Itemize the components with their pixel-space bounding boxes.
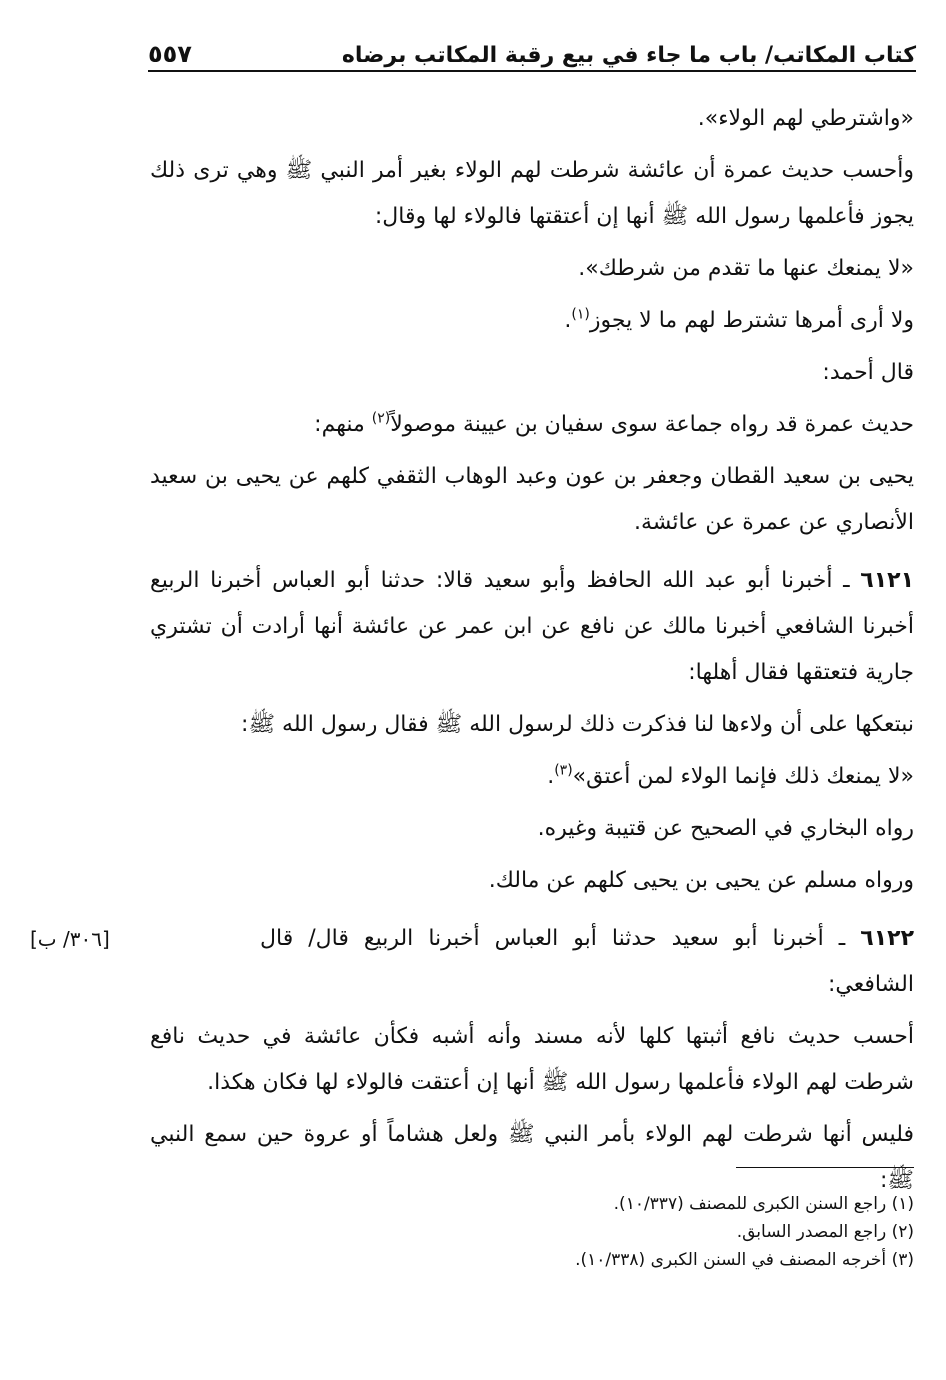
chapter-title: كتاب المكاتب/ باب ما جاء في بيع رقبة المكاتب برضاه xyxy=(341,43,916,68)
page-number: ٥٥٧ xyxy=(148,40,192,68)
paragraph: ورواه مسلم عن يحيى بن يحيى كلهم عن مالك. xyxy=(488,868,914,893)
paragraph: «واشترطي لهم الولاء». xyxy=(697,106,914,131)
paragraph: نبتعكها على أن ولاءها لنا فذكرت ذلك لرسول الله ﷺ فقال رسول الله ﷺ: xyxy=(241,712,914,737)
hadith-number: ٦١٢١ xyxy=(860,568,914,593)
paragraph: رواه البخاري في الصحيح عن قتيبة وغيره. xyxy=(537,816,914,841)
paragraph: ولا أرى أمرها تشترط لهم ما لا يجوز$^{(١)}$. xyxy=(564,306,914,333)
main-text xyxy=(30,96,914,1210)
footnote-ref: (١) xyxy=(571,306,590,323)
paragraph: أحسب حديث نافع أثبتها كلها لأنه مسند وأنه أشبه فكأن عائشة في حديث نافع شرطت لهم الولاء فأعلمها رسول الله ﷺ أنها إن أعتقت فالولاء لها فكان هكذا. xyxy=(150,1024,914,1095)
footnote-divider xyxy=(736,1167,914,1168)
paragraph: يحيى بن سعيد القطان وجعفر بن عون وعبد الوهاب الثقفي كلهم عن يحيى بن سعيد الأنصاري عن عمرة عن عائشة. xyxy=(150,464,914,535)
paragraph: وأحسب حديث عمرة أن عائشة شرطت لهم الولاء بغير أمر النبي ﷺ وهي ترى ذلك يجوز فأعلمها رسول الله ﷺ أنها إن أعتقتها فالولاء لها وقال: xyxy=(150,158,914,229)
running-header xyxy=(148,24,916,68)
hadith-number: ٦١٢٢ xyxy=(860,926,914,951)
footnote: (٢) راجع المصدر السابق. xyxy=(736,1222,914,1242)
paragraph: فليس أنها شرطت لهم الولاء بأمر النبي ﷺ ولعل هشاماً أو عروة حين سمع النبي ﷺ: xyxy=(150,1122,914,1193)
footnote-ref: (٣) xyxy=(554,762,573,779)
footnote: (١) راجع السنن الكبرى للمصنف (١٠/٣٣٧). xyxy=(613,1194,914,1214)
footnote-ref: (٢) xyxy=(371,410,391,427)
paragraph: «لا يمنعك ذلك فإنما الولاء لمن أعتق»$^{(٣)}$. xyxy=(547,762,914,789)
header-divider xyxy=(148,70,916,72)
footnotes xyxy=(150,1190,914,1274)
paragraph: قال أحمد: xyxy=(822,360,914,385)
footnote: (٣) أخرجه المصنف في السنن الكبرى (١٠/٣٣٨). xyxy=(575,1250,914,1270)
paragraph: حديث عمرة قد رواه جماعة سوى سفيان بن عيينة موصولاً$^{(٢)}$ منهم: xyxy=(314,410,914,437)
hadith-paragraph: ٦١٢٢ ـ أخبرنا أبو سعيد حدثنا أبو العباس أخبرنا الربيع قال/ قال الشافعي: [٣٠٦/ ب] xyxy=(150,916,914,1008)
paragraph: «لا يمنعك عنها ما تقدم من شرطك». xyxy=(578,256,914,281)
hadith-paragraph: ٦١٢١ ـ أخبرنا أبو عبد الله الحافظ وأبو سعيد قالا: حدثنا أبو العباس أخبرنا الربيع أخبرنا الشافعي أخبرنا مالك عن نافع عن ابن عمر عن عائشة أنها أرادت أن تشتري جارية فتعتقها فقال أهلها: xyxy=(150,568,914,685)
manuscript-folio-marker: [٣٠٦/ ب] xyxy=(30,927,110,951)
